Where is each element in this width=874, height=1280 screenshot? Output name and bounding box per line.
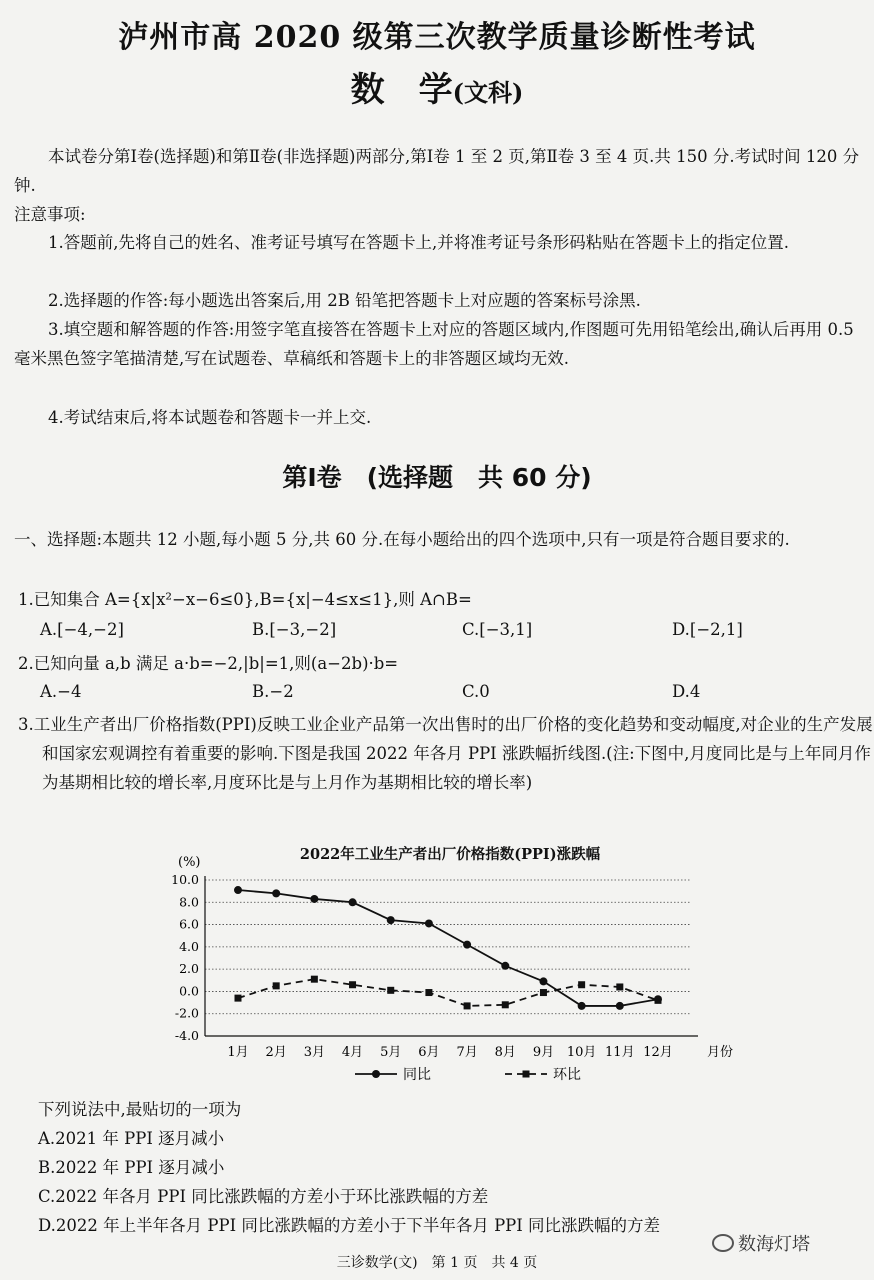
x-tick-label: 11月 bbox=[605, 1045, 635, 1060]
y-tick-label: 10.0 bbox=[171, 872, 199, 887]
y-tick-label: 2.0 bbox=[179, 961, 199, 977]
chart-y-ticks bbox=[171, 855, 200, 1043]
y-axis-label: (%) bbox=[178, 855, 201, 870]
series-1-point bbox=[234, 886, 242, 894]
q3-option-d: D.2022 年上半年各月 PPI 同比涨跌幅的方差小于下半年各月 PPI 同比涨跌幅的方差 bbox=[38, 1216, 661, 1235]
series-2-point bbox=[349, 981, 356, 988]
page-footer: 三诊数学(文) 第 1 页 共 4 页 bbox=[336, 1255, 538, 1271]
legend-marker bbox=[372, 1070, 380, 1078]
series-line-1 bbox=[238, 890, 658, 1006]
q1-option-d: D.[−2,1] bbox=[672, 620, 743, 639]
x-tick-label: 7月 bbox=[456, 1045, 478, 1060]
q2-stem: 2.已知向量 a,b 满足 a·b=−2,|b|=1,则(a−2b)·b= bbox=[18, 654, 399, 673]
x-tick-label: 12月 bbox=[643, 1045, 673, 1060]
ppi-line-chart bbox=[150, 848, 750, 1098]
notice-heading: 注意事项: bbox=[14, 205, 86, 224]
x-tick-label: 4月 bbox=[341, 1045, 364, 1060]
exam-title: 泸州市高 2020 级第三次教学质量诊断性考试 bbox=[118, 20, 756, 55]
legend-label: 同比 bbox=[403, 1067, 431, 1083]
series-1-point bbox=[539, 977, 547, 985]
wechat-icon bbox=[712, 1234, 734, 1252]
notice-2: 2.选择题的作答:每小题选出答案后,用 2B 铅笔把答题卡上对应题的答案标号涂黑. bbox=[48, 291, 641, 310]
notice-4: 4.考试结束后,将本试题卷和答题卡一并上交. bbox=[48, 408, 372, 427]
series-line-2 bbox=[238, 979, 658, 1006]
series-1-point bbox=[501, 962, 509, 970]
x-tick-label: 1月 bbox=[227, 1045, 249, 1060]
chart-grid bbox=[205, 880, 690, 1036]
series-2-point bbox=[464, 1002, 471, 1009]
q3-option-c: C.2022 年各月 PPI 同比涨跌幅的方差小于环比涨跌幅的方差 bbox=[38, 1187, 489, 1206]
series-2-point bbox=[616, 983, 623, 990]
notice-3: 3.填空题和解答题的作答:用签字笔直接答在答题卡上对应的答题区域内,作图题可先用铅笔绘出,确认后再用 0.5 毫米黑色签字笔描清楚,写在试题卷、草稿纸和答题卡上的非答题区域均无效. bbox=[14, 320, 854, 368]
x-tick-label: 3月 bbox=[303, 1045, 326, 1060]
chart-axes bbox=[205, 876, 698, 1036]
subject-name: 数 学 bbox=[350, 70, 453, 110]
series-1-point bbox=[463, 941, 471, 949]
series-2-point bbox=[311, 976, 318, 983]
series-2-point bbox=[578, 981, 585, 988]
q1-option-b: B.[−3,−2] bbox=[252, 620, 337, 639]
subject-suffix: (文科) bbox=[452, 78, 524, 107]
x-tick-label: 10月 bbox=[566, 1045, 597, 1060]
series-2-point bbox=[235, 995, 242, 1002]
q1-stem: 1.已知集合 A={x|x²−x−6≤0},B={x|−4≤x≤1},则 A∩B= bbox=[18, 590, 472, 609]
series-1-point bbox=[387, 916, 395, 924]
section-instruction: 一、选择题:本题共 12 小题,每小题 5 分,共 60 分.在每小题给出的四个选项中,只有一项是符合题目要求的. bbox=[14, 530, 790, 549]
q3-lead: 下列说法中,最贴切的一项为 bbox=[38, 1100, 242, 1119]
series-2-point bbox=[273, 982, 280, 989]
legend-label: 环比 bbox=[553, 1067, 581, 1083]
x-tick-label: 8月 bbox=[494, 1045, 516, 1060]
q2-option-c: C.0 bbox=[462, 682, 490, 701]
y-tick-label: -2.0 bbox=[174, 1005, 199, 1021]
series-1-point bbox=[425, 919, 433, 927]
watermark-text: 数海灯塔 bbox=[738, 1234, 810, 1255]
y-tick-label: 6.0 bbox=[179, 916, 199, 932]
x-axis-label: 月份 bbox=[706, 1045, 734, 1060]
series-2-point bbox=[425, 989, 432, 996]
legend-marker bbox=[523, 1071, 530, 1078]
q2-option-b: B.−2 bbox=[252, 682, 294, 701]
notice-1: 1.答题前,先将自己的姓名、准考证号填写在答题卡上,并将准考证号条形码粘贴在答题卡上的指定位置. bbox=[48, 233, 789, 252]
q1-option-c: C.[−3,1] bbox=[462, 620, 533, 639]
q3-stem: 3.工业生产者出厂价格指数(PPI)反映工业企业产品第一次出售时的出厂价格的变化趋势和变动幅度,对企业的生产发展和国家宏观调控有着重要的影响.下图是我国 2022 年各月 PPI 涨跌幅折线图.(注:下图中,月度同比是与上年同月作为基期相比较的增长率,月度环比是与上月作为基期相比较的增长率) bbox=[18, 715, 873, 792]
series-2-point bbox=[655, 997, 662, 1004]
y-tick-label: 0.0 bbox=[179, 983, 199, 999]
subject-title bbox=[0, 62, 874, 111]
series-2-point bbox=[387, 987, 394, 994]
x-tick-label: 9月 bbox=[532, 1045, 555, 1060]
q2-option-d: D.4 bbox=[672, 682, 701, 701]
q3-option-b: B.2022 年 PPI 逐月减小 bbox=[38, 1158, 225, 1177]
series-1-point bbox=[349, 898, 357, 906]
chart-title: 2022年工业生产者出厂价格指数(PPI)涨跌幅 bbox=[299, 846, 601, 863]
y-tick-label: 8.0 bbox=[179, 894, 199, 910]
x-tick-label: 2月 bbox=[265, 1045, 287, 1060]
chart-legend bbox=[355, 1067, 581, 1083]
series-2-point bbox=[502, 1001, 509, 1008]
y-tick-label: 4.0 bbox=[179, 938, 199, 954]
q1-option-a: A.[−4,−2] bbox=[40, 620, 124, 639]
q3-option-a: A.2021 年 PPI 逐月减小 bbox=[38, 1129, 225, 1148]
series-1-point bbox=[310, 895, 318, 903]
q2-option-a: A.−4 bbox=[40, 682, 82, 701]
x-tick-label: 6月 bbox=[418, 1045, 440, 1060]
series-1-point bbox=[578, 1002, 586, 1010]
series-2-point bbox=[540, 989, 547, 996]
chart-x-ticks bbox=[227, 1045, 733, 1060]
section-heading: 第Ⅰ卷 (选择题 共 60 分) bbox=[282, 463, 592, 492]
x-tick-label: 5月 bbox=[380, 1045, 402, 1060]
series-1-point bbox=[272, 889, 280, 897]
series-1-point bbox=[616, 1002, 624, 1010]
y-tick-label: -4.0 bbox=[174, 1028, 199, 1043]
intro-line: 本试卷分第Ⅰ卷(选择题)和第Ⅱ卷(非选择题)两部分,第Ⅰ卷 1 至 2 页,第Ⅱ卷 3 至 4 页.共 150 分.考试时间 120 分钟. bbox=[14, 147, 860, 195]
